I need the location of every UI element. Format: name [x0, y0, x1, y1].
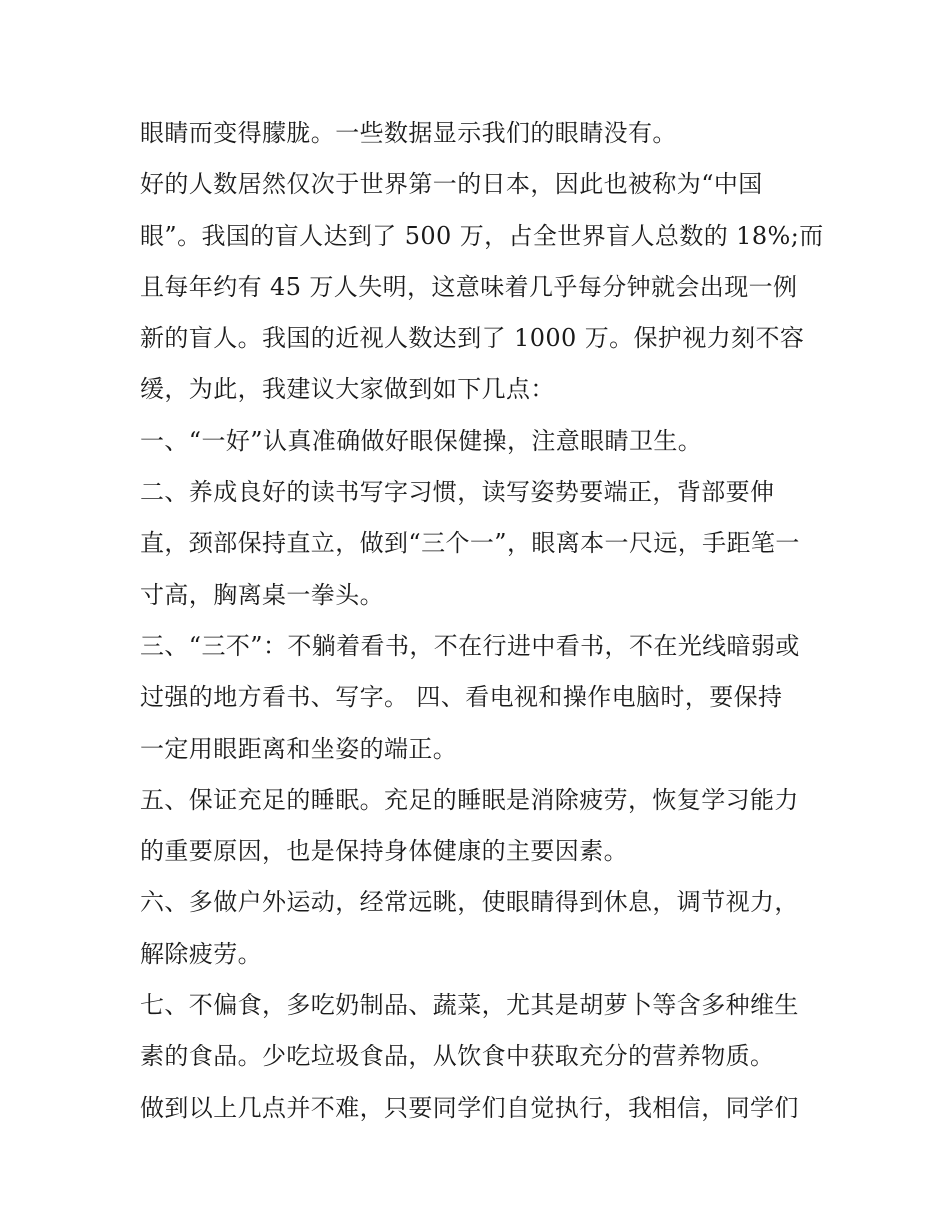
text-line: 素的食品。少吃垃圾食品，从饮食中获取充分的营养物质。 [140, 1042, 775, 1071]
text-line: 好的人数居然仅次于世界第一的日本，因此也被称为“中国 [140, 170, 763, 199]
text-line: 眼睛而变得朦胧。一些数据显示我们的眼睛没有。 [140, 119, 677, 147]
text-line: 做到以上几点并不难，只要同学们自觉执行，我相信，同学们 [140, 1093, 799, 1122]
text-line: 直，颈部保持直立，做到“三个一”，眼离本一尺远，手距笔一 [140, 529, 800, 558]
text-line: 新的盲人。我国的近视人数达到了 1000 万。保护视力刻不容 [140, 324, 805, 353]
text-line: 的重要原因，也是保持身体健康的主要因素。 [140, 837, 628, 866]
text-line: 缓，为此，我建议大家做到如下几点： [140, 375, 555, 404]
text-line: 一、“一好”认真准确做好眼保健操，注意眼睛卫生。 [140, 426, 703, 455]
text-line: 过强的地方看书、写字。 四、看电视和操作电脑时，要保持 [140, 683, 783, 712]
text-line: 七、不偏食，多吃奶制品、蔬菜，尤其是胡萝卜等含多种维生 [140, 991, 799, 1020]
text-line: 一定用眼距离和坐姿的端正。 [140, 734, 458, 763]
body-text [140, 108, 824, 1134]
text-line: 五、保证充足的睡眠。充足的睡眠是消除疲劳，恢复学习能力 [140, 785, 799, 814]
text-line: 眼”。我国的盲人达到了 500 万，占全世界盲人总数的 18%;而 [140, 221, 824, 250]
text-line: 且每年约有 45 万人失明，这意味着几乎每分钟就会出现一例 [140, 272, 798, 301]
text-line: 二、养成良好的读书写字习惯，读写姿势要端正，背部要伸 [140, 478, 775, 507]
text-line: 三、“三不”：不躺着看书，不在行进中看书，不在光线暗弱或 [140, 631, 800, 660]
text-line: 解除疲劳。 [140, 939, 262, 968]
text-line: 六、多做户外运动，经常远眺，使眼睛得到休息，调节视力， [140, 888, 799, 917]
text-line: 寸高，胸离桌一拳头。 [140, 580, 384, 609]
